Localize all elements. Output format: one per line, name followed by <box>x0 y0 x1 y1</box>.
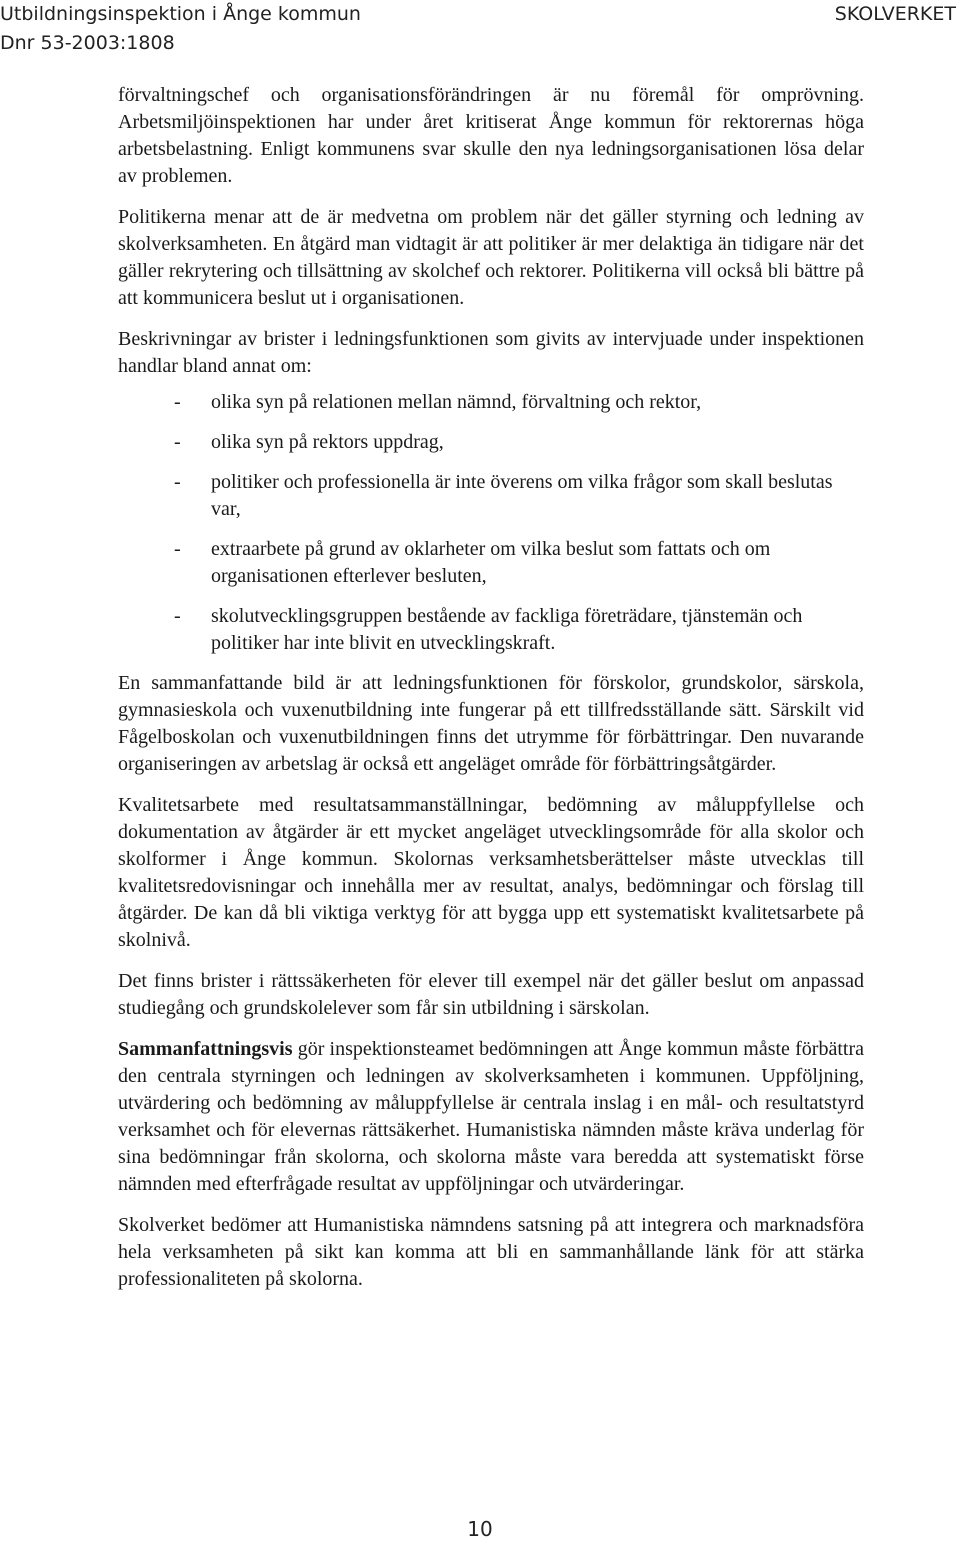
paragraph-7 <box>118 1036 864 1198</box>
paragraph-2: Politikerna menar att de är medvetna om problem när det gäller styrning och ledning av skolverksamheten. En åtgärd man vidtagit är att politiker är mer delaktiga än tidigare när det gäller rekrytering och tillsättning av skolchef och rektorer. Politikerna vill också bli bättre på att kommunicera beslut ut i organisationen. <box>118 206 864 309</box>
paragraph-1: förvaltningschef och organisationsförändringen är nu föremål för omprövning. Arbetsmiljöinspektionen har under året kritiserat Ånge kommun för rektorernas höga arbetsbelastning. Enligt kommunens svar skulle den nya ledningsorganisationen lösa delar av problemen. <box>118 84 864 187</box>
bullet-list <box>118 389 864 657</box>
list-item <box>118 389 864 416</box>
paragraph-6: Det finns brister i rättssäkerheten för elever till exempel när det gäller beslut om anpassad studiegång och grundskolelever som får sin utbildning i särskolan. <box>118 970 864 1019</box>
list-item-text: olika syn på rektors uppdrag, <box>211 431 444 453</box>
list-item <box>118 536 864 590</box>
page-number: 10 <box>467 1517 493 1541</box>
paragraph-7-text: gör inspektionsteamet bedömningen att Ånge kommun måste förbättra den centrala styrningen och ledningen av skolverksamheten i kommunen. Uppföljning, utvärdering och bedömning av måluppfyllelse är centrala inslag i en mål- och resultatstyrd verksamhet och för elevernas rättsäkerhet. Humanistiska nämnden måste kräva underlag för sina bedömningar från skolorna, och skolorna måste vara beredda att systematiskt förse nämnden med efterfrågade resultat av uppföljningar och utvärderingar. <box>118 1038 864 1195</box>
paragraph-3: Beskrivningar av brister i ledningsfunktionen som givits av intervjuade under inspektionen handlar bland annat om: <box>118 328 864 377</box>
bullet-dash: - <box>174 431 181 453</box>
bullet-dash: - <box>174 391 181 413</box>
bullet-dash: - <box>174 471 181 493</box>
document-reference-number: Dnr 53-2003:1808 <box>0 32 175 54</box>
paragraph-8: Skolverket bedömer att Humanistiska nämndens satsning på att integrera och marknadsföra hela verksamheten på sikt kan komma att bli en sammanhållande länk för att stärka professionaliteten på skolorna. <box>118 1214 864 1290</box>
list-item-text: olika syn på relationen mellan nämnd, förvaltning och rektor, <box>211 391 702 413</box>
paragraph-4: En sammanfattande bild är att ledningsfunktionen för förskolor, grundskolor, särskola, gymnasieskola och vuxenutbildning inte fungerar på ett tillfredsställande sätt. Särskilt vid Fågelboskolan och vuxenutbildningen finns det utrymme för förbättringar. Den nuvarande organiseringen av arbetslag är också ett angeläget område för förbättringsåtgärder. <box>118 672 864 775</box>
list-item <box>118 429 864 456</box>
list-item <box>118 469 864 523</box>
list-item <box>118 603 864 657</box>
paragraph-5: Kvalitetsarbete med resultatsammanställningar, bedömning av måluppfyllelse och dokumentation av åtgärder är ett mycket angeläget utvecklingsområde för alla skolor och skolformer i Ånge kommun. Skolornas verksamhetsberättelser måste utvecklas till kvalitetsredovisningar och innehålla mer av resultat, analys, bedömningar och förslag till åtgärder. De kan då bli viktiga verktyg för att bygga upp ett systematiskt kvalitetsarbete på skolnivå. <box>118 794 864 951</box>
bullet-dash: - <box>174 605 181 627</box>
organization-name: SKOLVERKET <box>834 3 956 25</box>
list-item-text: extraarbete på grund av oklarheter om vilka beslut som fattats och om organisationen efterlever besluten, <box>211 538 771 587</box>
paragraph-7-lead: Sammanfattningsvis <box>118 1038 293 1060</box>
list-item-text: politiker och professionella är inte överens om vilka frågor som skall beslutas var, <box>211 471 833 520</box>
bullet-dash: - <box>174 538 181 560</box>
document-body <box>118 82 864 1307</box>
document-header-title: Utbildningsinspektion i Ånge kommun <box>0 3 361 25</box>
list-item-text: skolutvecklingsgruppen bestående av fackliga företrädare, tjänstemän och politiker har inte blivit en utvecklingskraft. <box>211 605 803 654</box>
